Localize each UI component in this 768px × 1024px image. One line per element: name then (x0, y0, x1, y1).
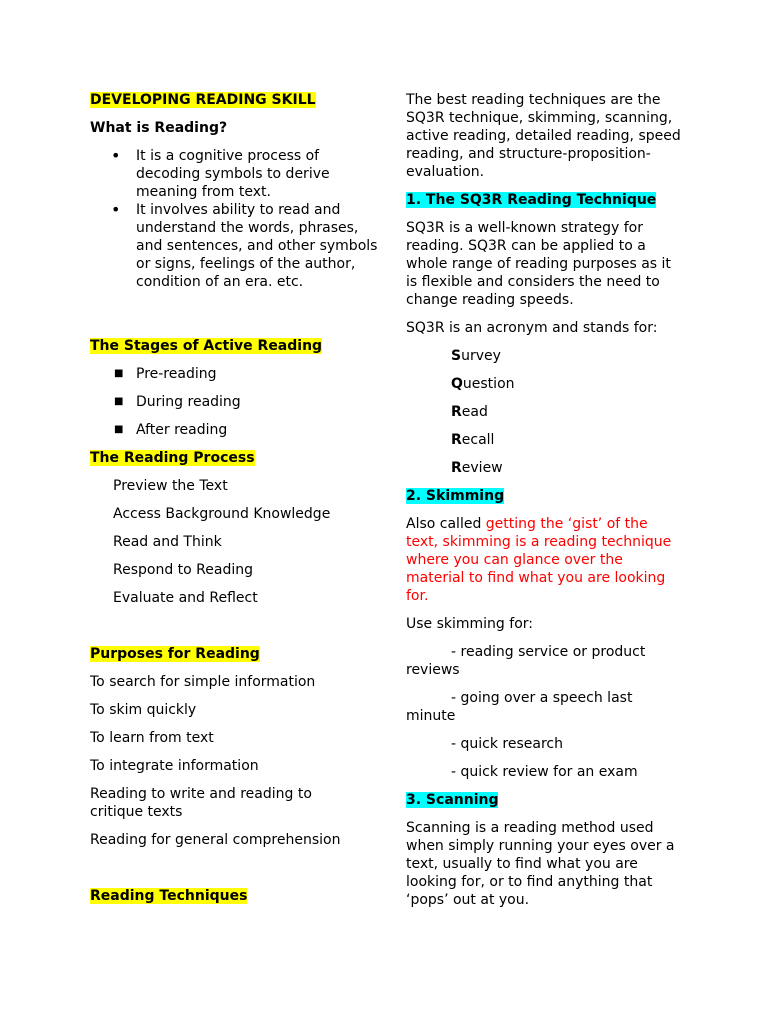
left-column (90, 91, 380, 905)
list-item: ■ Pre-reading (114, 366, 217, 382)
stages-list (90, 365, 380, 439)
list-item: Access Background Knowledge (113, 506, 331, 522)
stages-heading: The Stages of Active Reading (90, 338, 323, 354)
skimming-paragraph: Also called getting the ‘gist’ of the text, skimming is a reading technique where you can glance over the material to find what you are looking for. (406, 516, 672, 604)
list-item: Recall (451, 432, 495, 448)
list-item: - quick review for an exam (451, 764, 638, 780)
list-item: Survey (451, 348, 501, 364)
bullet-icon: ■ (114, 424, 124, 435)
techniques-heading: Reading Techniques (90, 888, 248, 904)
list-item: • It involves ability to read and understand the words, phrases, and sentences, and other symbols or signs, feelings of the author, condition of an era. etc. (111, 200, 378, 290)
scanning-paragraph: Scanning is a reading method used when simply running your eyes over a text, usually to find what you are looking for, or to find anything that ‘pops’ out at you. (406, 820, 675, 908)
list-item: To learn from text (90, 730, 214, 746)
acronym-list (406, 347, 696, 477)
right-column (406, 91, 696, 909)
sq3r-acronym-intro: SQ3R is an acronym and stands for: (406, 320, 658, 336)
scanning-heading: 3. Scanning (406, 792, 499, 808)
bullet-icon: ■ (114, 396, 124, 407)
process-heading: The Reading Process (90, 450, 255, 466)
list-item: Read (451, 404, 488, 420)
list-item: Respond to Reading (113, 562, 253, 578)
list-item: Evaluate and Reflect (113, 590, 258, 606)
purposes-list (90, 673, 380, 849)
list-item: Review (451, 460, 503, 476)
document-title: DEVELOPING READING SKILL (90, 92, 316, 108)
what-is-reading-list (90, 147, 380, 291)
bullet-icon: ■ (114, 368, 124, 379)
list-item: Reading to write and reading to critique texts (90, 786, 312, 820)
what-is-reading-heading: What is Reading? (90, 120, 228, 136)
list-item: - going over a speech last minute (406, 690, 633, 724)
list-item: - reading service or product reviews (406, 644, 646, 678)
skimming-uses-list (406, 643, 696, 781)
list-item: To integrate information (90, 758, 259, 774)
skimming-heading: 2. Skimming (406, 488, 505, 504)
purposes-heading: Purposes for Reading (90, 646, 260, 662)
sq3r-heading: 1. The SQ3R Reading Technique (406, 192, 657, 208)
list-item: - quick research (451, 736, 563, 752)
list-item: ■ After reading (114, 422, 228, 438)
list-item: ■ During reading (114, 394, 241, 410)
list-item: Reading for general comprehension (90, 832, 341, 848)
bullet-icon: • (111, 146, 121, 165)
bullet-icon: • (111, 200, 121, 219)
process-list (90, 477, 380, 607)
list-item: Preview the Text (113, 478, 228, 494)
intro-paragraph: The best reading techniques are the SQ3R technique, skimming, scanning, active reading, detailed reading, speed reading, and structure-proposition-evaluation. (406, 92, 681, 180)
sq3r-paragraph: SQ3R is a well-known strategy for reading. SQ3R can be applied to a whole range of reading purposes as it is flexible and considers the need to change reading speeds. (406, 220, 671, 308)
list-item: Read and Think (113, 534, 222, 550)
list-item: • It is a cognitive process of decoding symbols to derive meaning from text. (111, 146, 330, 200)
list-item: Question (451, 376, 515, 392)
skimming-use-intro: Use skimming for: (406, 616, 533, 632)
list-item: To skim quickly (90, 702, 197, 718)
list-item: To search for simple information (90, 674, 316, 690)
